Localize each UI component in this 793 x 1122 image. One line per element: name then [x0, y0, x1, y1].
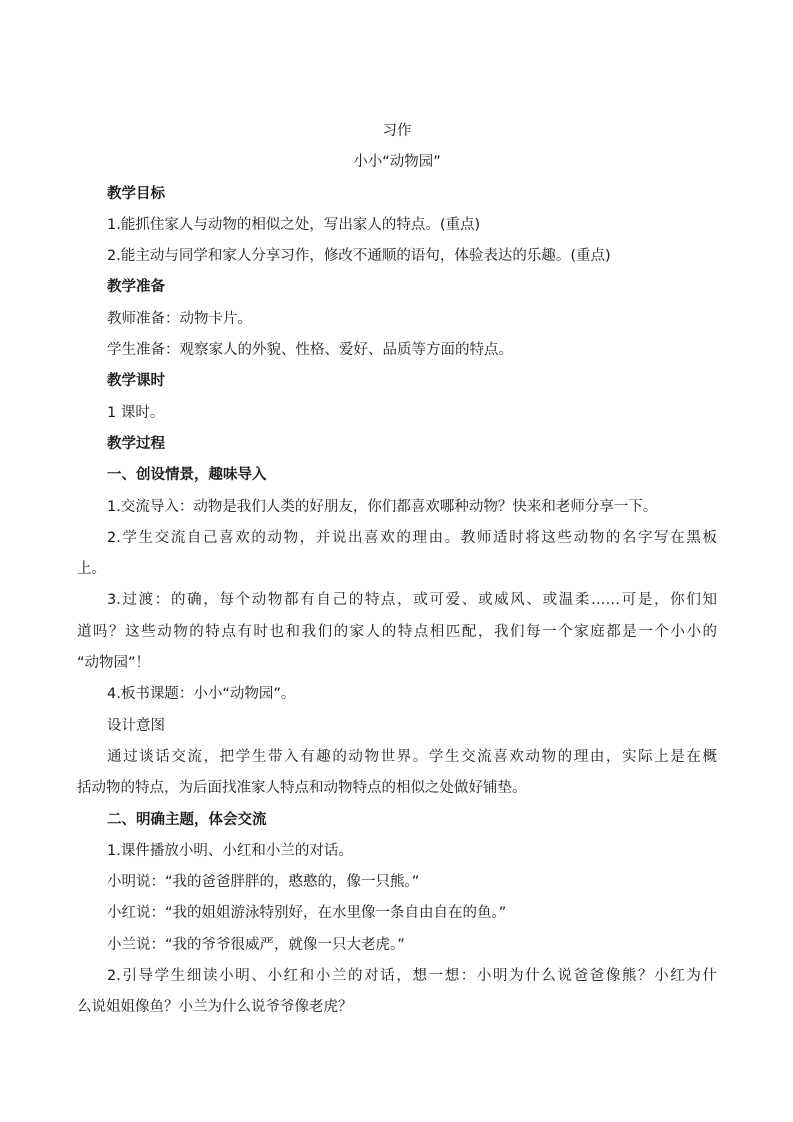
prep-teacher: 教师准备：动物卡片。 [107, 310, 252, 327]
design-intent-heading: 设计意图 [107, 717, 165, 734]
prep-student: 学生准备：观察家人的外貌、性格、爱好、品质等方面的特点。 [107, 342, 513, 359]
paragraph-2-2-line-2: 么说姐姐像鱼？小兰为什么说爷爷像老虎？ [77, 999, 353, 1016]
paragraph-2-2-line-1: 2.引导学生细读小明、小红和小兰的对话，想一想：小明为什么说爸爸像熊？小红为什 [107, 968, 717, 985]
paragraph-1-3-line-1: 3.过渡：的确，每个动物都有自己的特点，或可爱、或威风、或温柔……可是，你们知 [107, 592, 717, 609]
design-intent-line-2: 括动物的特点，为后面找准家人特点和动物特点的相似之处做好铺垫。 [77, 780, 527, 797]
part2-heading: 二、明确主题，体会交流 [107, 811, 267, 828]
part1-heading: 一、创设情景，趣味导入 [107, 467, 267, 484]
paragraph-1-2-line-2: 上。 [77, 561, 106, 578]
dialogue-xiaohong: 小红说：“我的姐姐游泳特别好，在水里像一条自由自在的鱼。” [107, 905, 507, 922]
section-heading-goals: 教学目标 [107, 185, 165, 202]
dialogue-xiaoming: 小明说：“我的爸爸胖胖的，憨憨的，像一只熊。” [107, 874, 420, 891]
design-intent-line-1: 通过谈话交流，把学生带入有趣的动物世界。学生交流喜欢动物的理由，实际上是在概 [107, 748, 717, 765]
paragraph-1-1: 1.交流导入：动物是我们人类的好朋友，你们都喜欢哪种动物？快来和老师分享一下。 [107, 498, 658, 515]
hours-value: 1 课时。 [107, 404, 165, 421]
paragraph-1-3-line-2: 道吗？这些动物的特点有时也和我们的家人的特点相匹配，我们每一个家庭都是一个小小的 [77, 623, 717, 640]
paragraph-2-1: 1.课件播放小明、小红和小兰的对话。 [107, 842, 353, 859]
section-heading-process: 教学过程 [107, 435, 165, 452]
dialogue-xiaolan: 小兰说：“我的爷爷很威严，就像一只大老虎。” [107, 936, 405, 953]
section-heading-prep: 教学准备 [107, 279, 165, 296]
section-heading-hours: 教学课时 [107, 373, 165, 390]
page-title: 习作 [382, 123, 412, 139]
page-subtitle: 小小“动物园” [353, 154, 441, 171]
paragraph-1-3-line-3: “动物园”！ [77, 655, 151, 672]
document-body [77, 116, 717, 1024]
goal-item-1: 1.能抓住家人与动物的相似之处，写出家人的特点。(重点) [107, 216, 481, 233]
paragraph-1-4: 4.板书课题：小小“动物园”。 [107, 686, 296, 703]
paragraph-1-2-line-1: 2.学生交流自己喜欢的动物，并说出喜欢的理由。教师适时将这些动物的名字写在黑板 [107, 529, 717, 546]
goal-item-2: 2.能主动与同学和家人分享习作，修改不通顺的语句，体验表达的乐趣。(重点) [107, 248, 611, 265]
